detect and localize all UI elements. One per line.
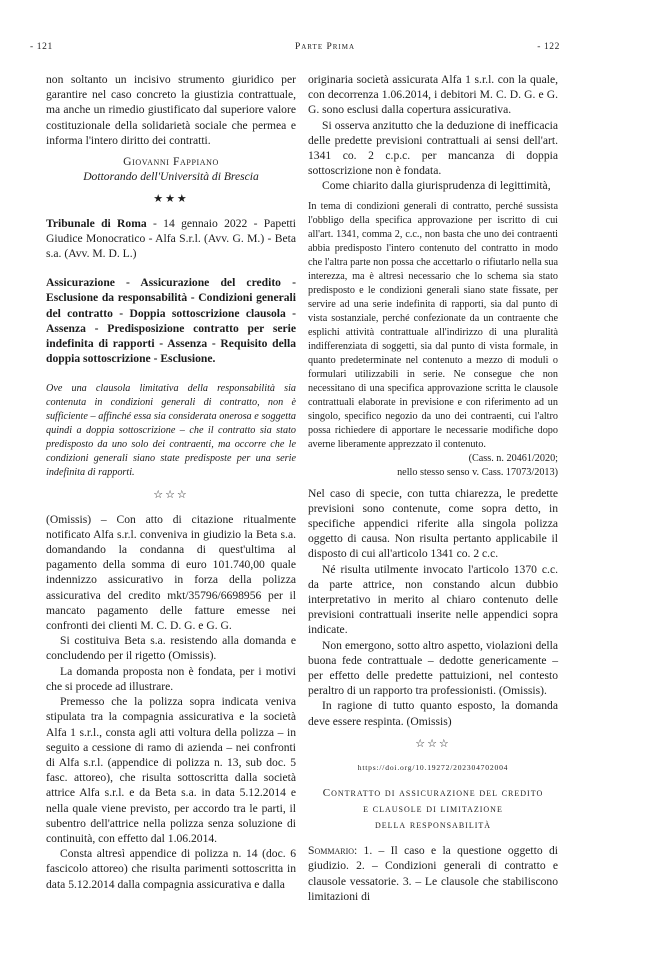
article-title [308, 785, 558, 833]
body-paragraph: Non emergono, sotto altro aspetto, violazioni della buona fede contrattuale – dedotte genericamente – per effetto delle predette pattuizioni, nel contesto peraltro di un rapporto tra professionisti. (Omissis). [308, 638, 558, 698]
intro-paragraph: non soltanto un incisivo strumento giuridico per garantire nel caso concreto la giustizia contrattuale, ma anche un rimedio giustificato dal superiore valore costituzionale della solidarietà sociale che permea e informa l'intero diritto dei contratti. [46, 73, 296, 147]
body-paragraph: Come chiarito dalla giurisprudenza di legittimità, [322, 179, 551, 193]
author-name: Giovanni Fappiano [123, 155, 219, 169]
right-column [308, 72, 558, 904]
legal-maxim: Ove una clausola limitativa della responsabilità sia contenuta in condizioni generali di contratto, non è sufficiente – affinché essa sia considerata onerosa e soggetta quindi a doppia sottoscrizione – che il contratto sia stato predisposto da uno solo dei contraenti, ma occorre che le condizioni generali siano state predisposte per una serie indefinita di rapporti. [46, 383, 296, 479]
article-title-line-1: Contratto di assicurazione del credito [322, 787, 544, 800]
doi-link[interactable]: https://doi.org/10.19272/202304702004 [357, 763, 509, 773]
running-title: Parte Prima [294, 42, 356, 52]
body-paragraph: Né risulta utilmente invocato l'articolo 1370 c.c. da parte attrice, non constando alcun dubbio interpretativo in merito al chiaro contenuto delle previsioni contrattuali inserite nelle appendici sopra indicate. [308, 562, 558, 637]
section-divider-stars: ★★★ [153, 193, 189, 206]
article-title-line-2: e clausole di limitazione [363, 803, 503, 816]
court-reference [46, 216, 296, 262]
left-column [46, 72, 296, 892]
body-paragraph: Si costituiva Beta s.a. resistendo alla domanda e concludendo per il rigetto (Omissis). [46, 634, 296, 663]
body-paragraph: Consta altresì appendice di polizza n. 14 (doc. 6 fascicolo attoreo) che risulta parimenti sottoscritta in data 5.12.2014 dalla compagnia assicurativa e dalla [46, 847, 296, 891]
section-divider-stars-2: ☆☆☆ [153, 489, 189, 502]
body-paragraph: Si osserva anzitutto che la deduzione di inefficacia delle predette previsioni contrattuali ai sensi dell'art. 1341 co. 2 c.p.c. per mancanza di doppia sottoscrizione non è fondata. [308, 118, 558, 178]
body-paragraph: originaria società assicurata Alfa 1 s.r.l. con la quale, con decorrenza 1.06.2014, i debitori M. C. D. G. e G. G. sono esclusi dalla copertura assicurativa. [308, 73, 558, 117]
court-details: - 14 gennaio 2022 - Papetti Giudice Monocratico - Alfa S.r.l. (Avv. G. M.) - Beta s.a. (Avv. M. D. L.) [46, 216, 297, 261]
running-header [0, 42, 650, 56]
author-affiliation: Dottorando dell'Università di Brescia [83, 170, 259, 184]
block-quote: In tema di condizioni generali di contratto, perché sussista l'obbligo della specifica approvazione per iscritto di cui all'art. 1341, comma 2, c.c., non basta che uno dei contraenti abbia predisposto l'intero contenuto del contratto in modo che l'altra parte non possa che accettarlo o rifiutarlo nella sua interezza, ma è altresì necessario che lo schema sia stato predisposto e le condizioni generali siano state fissate, per servire ad una serie indefinita di rapporti, sia dal punto di vista sostanziale, perché confezionate da un contraente che esplichi attività contrattuale all'indirizzo di una pluralità indifferenziata di soggetti, sia dal punto di vista formale, in quanto predeterminate nel contenuto a mezzo di moduli o formulari utilizzabili in serie. Ne consegue che non necessitano di una specifica approvazione scritta le clausole contrattuali elaborate in previsione e con riferimento ad un singolo, specifico negozio da uno dei contraenti, cui l'altro possa richiedere di apportare le necessarie modifiche dopo averne liberamente apprezzato il contenuto. [308, 200, 558, 450]
body-paragraph: (Omissis) – Con atto di citazione ritualmente notificato Alfa s.r.l. conveniva in giudizio la Beta s.a. domandando la condanna di quest'ultima al pagamento della somma di euro 101.740,00 quale indennizzo assicurativo in forza della polizza assicurativa del credito mkt/35796/6698956 per il mancato pagamento delle fatture emesse nei confronti dei clienti M. C. D. G. e G. G. [46, 512, 296, 633]
article-title-line-3: della responsabilità [374, 819, 492, 832]
body-paragraph: Nel caso di specie, con tutta chiarezza, le predette previsioni sono contenute, come sopra detto, in specifiche appendici riferite alla singola polizza oggetto di causa. Non risulta pertanto applicabile il disposto di cui all'articolo 1341 co. 2 c.c. [308, 486, 558, 561]
citation-line-1: (Cass. n. 20461/2020; [468, 452, 558, 464]
summary-text: 1. – Il caso e la questione oggetto di giudizio. 2. – Condizioni generali di contratto e clausole vessatorie. 3. – Le clausole che stabiliscono limitazioni di [308, 844, 558, 903]
body-paragraph: La domanda proposta non è fondata, per i motivi che si procede ad illustrare. [46, 664, 296, 693]
right-page-number: - 122 [537, 42, 560, 52]
court-name: Tribunale di Roma [46, 216, 147, 230]
citation-line-2: nello stesso senso v. Cass. 17073/2013) [397, 466, 558, 478]
summary [308, 843, 558, 904]
headnote-keywords: Assicurazione - Assicurazione del credito - Esclusione da responsabilità - Condizioni generali del contratto - Doppia sottoscrizione clausola - Assenza - Predisposizione contratto per serie indefinita di rapporti - Assenza - Requisito della doppia sottoscrizione - Esclusione. [46, 276, 296, 366]
body-paragraph: Premesso che la polizza sopra indicata veniva stipulata tra la compagnia assicurativa e la società Alfa 1 s.r.l., consta agli atti voltura della polizza – in seguito a cessione di ramo di azienda – nei confronti di Alfa s.r.l. (appendice di polizza n. 13, sub doc. 5 fasc. attoreo), che risulta sottoscritta dalla società attrice Alfa s.r.l. e da Beta s.a. in data 5.12.2014 e nella quale viene previsto, per accordo tra le parti, il subentro dell'attrice nella polizza senza soluzione di continuità, con effetto dal 1.06.2014. [46, 695, 296, 845]
body-paragraph: In ragione di tutto quanto esposto, la domanda deve essere respinta. (Omissis) [308, 699, 558, 728]
left-page-number: - 121 [30, 42, 53, 52]
summary-label: Sommario: [308, 844, 358, 858]
section-divider-stars-3: ☆☆☆ [415, 737, 451, 750]
